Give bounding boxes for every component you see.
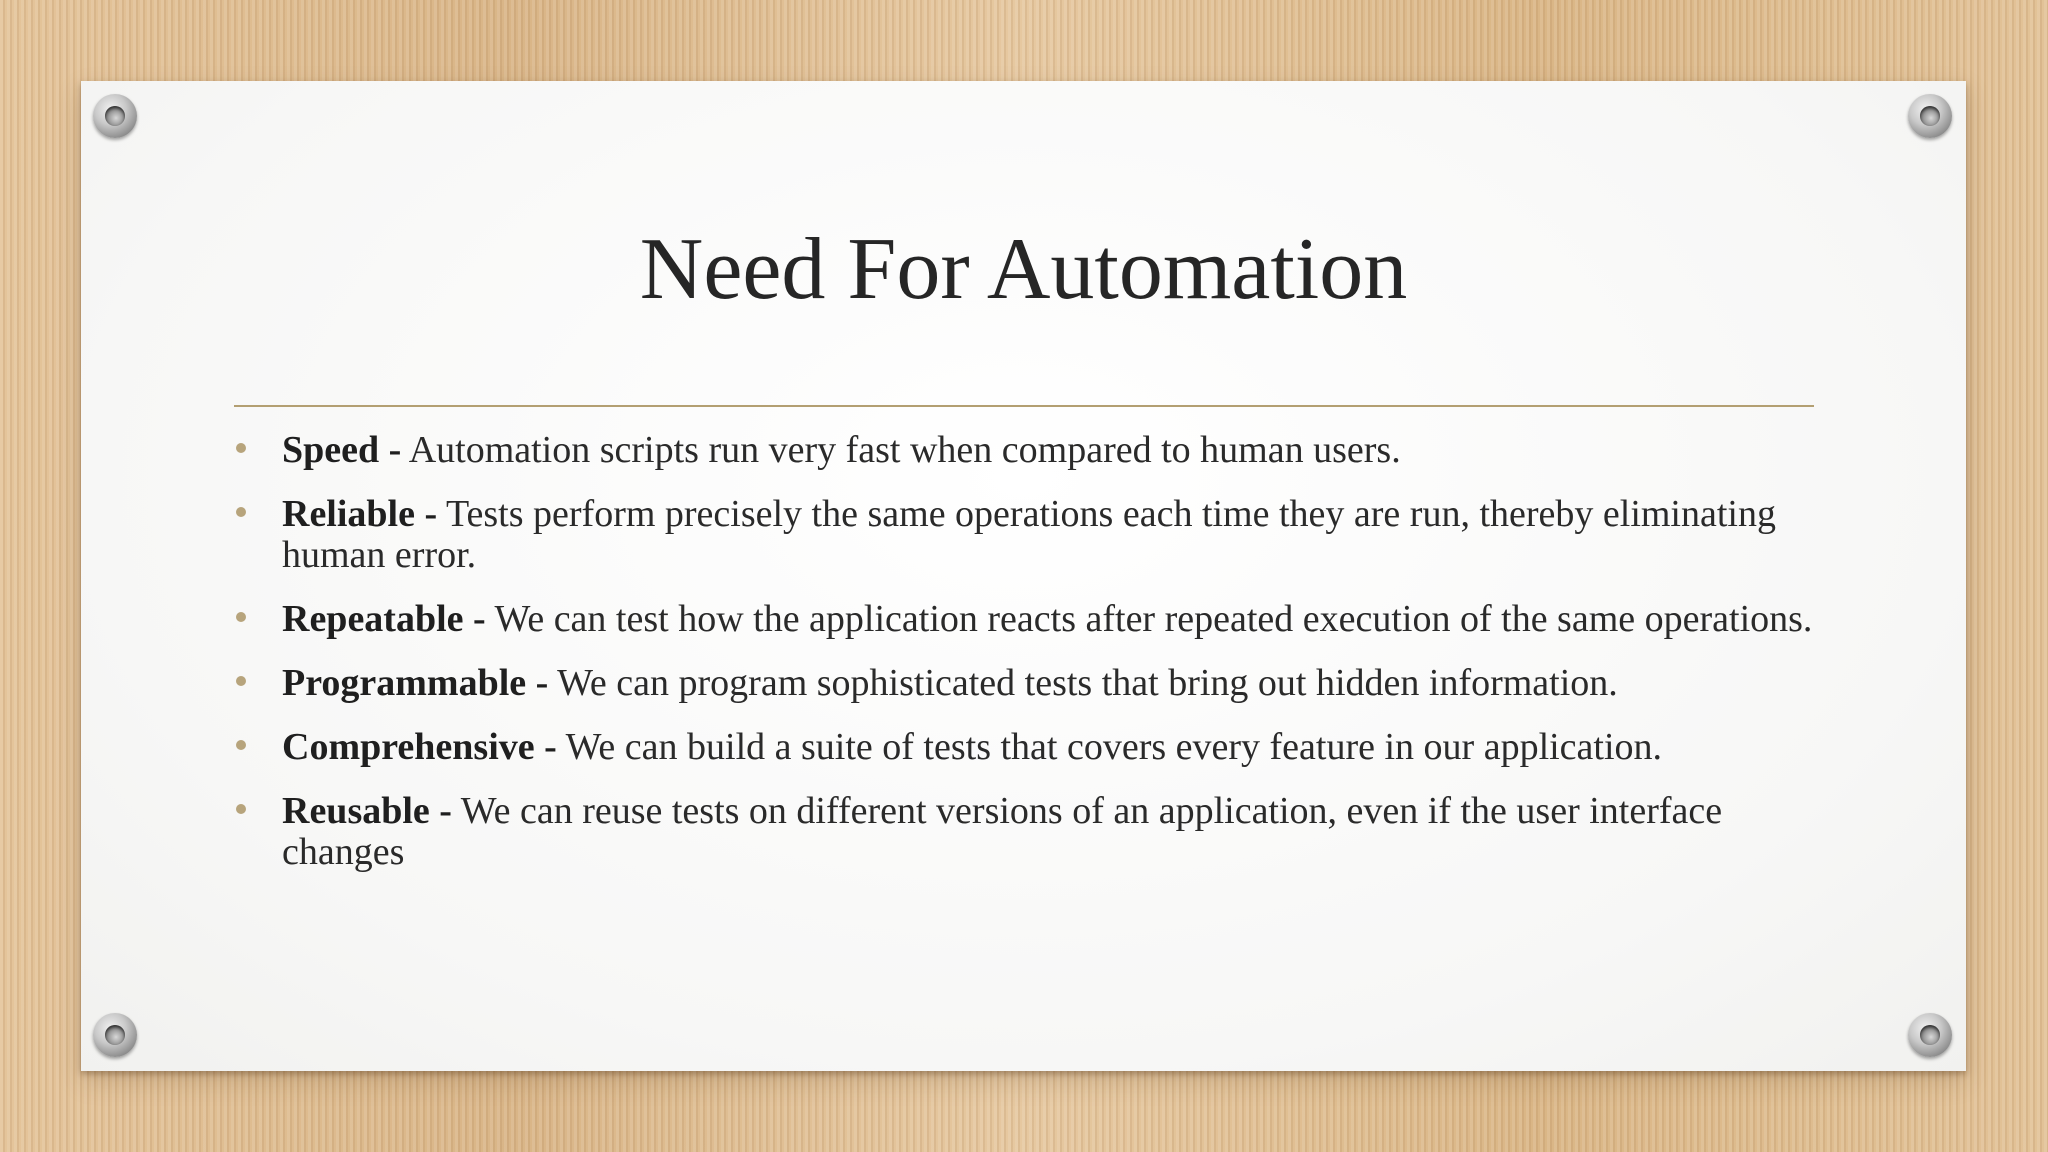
bullet-dot-icon: [236, 443, 246, 453]
bullet-dot-icon: [236, 507, 246, 517]
grommet-top-right: [1908, 94, 1952, 138]
grommet-bottom-left: [93, 1013, 137, 1057]
bullet-item-repeatable: [234, 599, 1814, 640]
bullet-term: Comprehensive -: [282, 726, 557, 768]
bullet-term: Speed -: [282, 429, 402, 471]
bullet-list: [234, 430, 1814, 896]
bullet-term: Repeatable -: [282, 598, 486, 640]
slide-title: Need For Automation: [639, 221, 1408, 318]
bullet-dot-icon: [236, 804, 246, 814]
bullet-dot-icon: [236, 740, 246, 750]
grommet-top-left: [93, 94, 137, 138]
bullet-item-reliable: [234, 494, 1814, 576]
title-divider: [234, 405, 1814, 407]
bullet-text: We can reuse tests on different versions of an application, even if the user interface changes: [282, 790, 1723, 873]
bullet-text: Automation scripts run very fast when compared to human users.: [401, 429, 1401, 471]
bullet-term: Reliable -: [282, 493, 438, 535]
bullet-text: We can program sophisticated tests that bring out hidden information.: [548, 662, 1618, 704]
bullet-dot-icon: [236, 612, 246, 622]
bullet-text: We can test how the application reacts after repeated execution of the same operations.: [485, 598, 1813, 640]
bullet-dot-icon: [236, 676, 246, 686]
grommet-bottom-right: [1908, 1013, 1952, 1057]
bullet-item-reusable: [234, 791, 1814, 873]
bullet-text: Tests perform precisely the same operations each time they are run, thereby eliminating human error.: [282, 493, 1776, 576]
bullet-item-speed: [234, 430, 1814, 471]
bullet-term: Reusable -: [282, 790, 452, 832]
bullet-item-programmable: [234, 663, 1814, 704]
bullet-term: Programmable -: [282, 662, 549, 704]
bullet-text: We can build a suite of tests that covers every feature in our application.: [556, 726, 1663, 768]
bullet-item-comprehensive: [234, 727, 1814, 768]
